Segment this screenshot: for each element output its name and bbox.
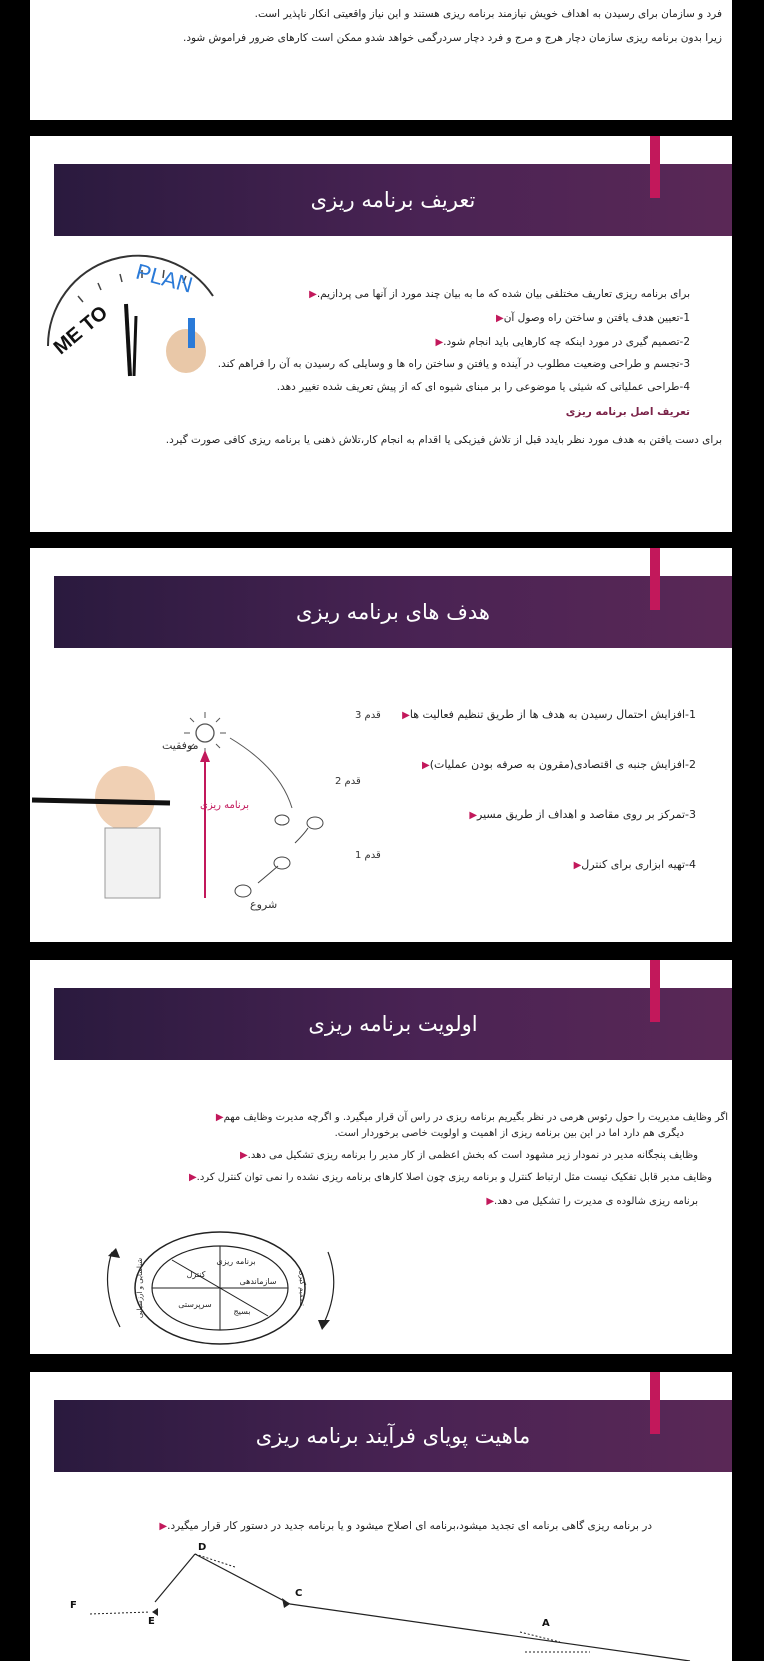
point-e-label: E [148, 1616, 155, 1627]
wheel-mobilize: بسیج [233, 1307, 251, 1316]
goal-item-2: 2-افزایش جنبه ی اقتصادی(مقرون به صرفه بودن عملیات)▶ [422, 758, 696, 771]
definition-bullet-0: برای برنامه ریزی تعاریف مختلفی بیان شده که ما به بیان چند مورد از آنها می پردازیم.▶ [309, 288, 690, 300]
diagram-step1-label: قدم 1 [355, 850, 381, 861]
definition-bullet-1: 1-تعیین هدف یافتن و ساختن راه وصول آن▶ [496, 312, 690, 324]
slide-banner [54, 576, 732, 648]
diagram-planning-label: برنامه ریزی [200, 800, 249, 811]
wheel-planning: برنامه ریزی [216, 1257, 256, 1266]
bullet-arrow-icon: ▶ [239, 1150, 248, 1161]
slide-banner [54, 1400, 732, 1472]
bullet-arrow-icon: ▶ [215, 1112, 224, 1123]
bullet-arrow-icon: ▶ [188, 1172, 197, 1183]
planning-path-diagram [30, 1542, 732, 1661]
definition-bullet-3: 3-تجسم و طراحی وضعیت مطلوب در آینده و یافتن و ساختن راه ها و وسایلی که رسیدن به آن را فراهم کند. [217, 358, 690, 370]
dynamic-bullet: در برنامه ریزی گاهی برنامه ای تجدید میشود،برنامه ای اصلاح میشود و یا برنامه جدید در دستور کار قرار میگیرد.▶ [159, 1520, 652, 1532]
wheel-outer-right: تصمیم گیری [298, 1270, 306, 1306]
slide-banner [54, 164, 732, 236]
goal-item-1: 1-افزایش احتمال رسیدن به هدف ها از طریق تنظیم فعالیت ها▶ [402, 708, 696, 721]
priority-bullet-2: وظایف مدیر قابل تفکیک نیست مثل ارتباط کنترل و برنامه ریزی چون اصلا کارهای برنامه ریزی نشده را نمی توان کنترل کرد.▶ [188, 1172, 712, 1183]
bullet-arrow-icon: ▶ [309, 289, 317, 300]
point-f-label: F [70, 1600, 77, 1611]
bullet-arrow-icon: ▶ [469, 810, 478, 821]
bullet-arrow-icon: ▶ [402, 710, 410, 721]
goal-item-3: 3-تمرکز بر روی مقاصد و اهداف از طریق مسیر▶ [469, 808, 696, 821]
point-c-label: C [295, 1588, 303, 1599]
bullet-arrow-icon: ▶ [573, 860, 582, 871]
slide-definition [30, 136, 732, 532]
diagram-success-label: موفقیت [162, 739, 199, 752]
slide-goals [30, 548, 732, 942]
bullet-arrow-icon: ▶ [435, 337, 444, 348]
me-to-plan-clock-image [38, 256, 218, 386]
slide-title: ماهیت پویای فرآیند برنامه ریزی [255, 1424, 531, 1448]
slide-banner [54, 988, 732, 1060]
wheel-outer-left: شناسایی و ارزشیابی [136, 1257, 144, 1319]
priority-paragraph-1-cont: دیگری هم دارد اما در این بین برنامه ریزی از اهمیت و اولویت خاصی برخوردار است. [334, 1128, 684, 1139]
accent-bar [650, 1372, 660, 1434]
management-functions-wheel [100, 1222, 350, 1347]
slide-title: تعریف برنامه ریزی [310, 188, 476, 212]
priority-bullet-1: وظایف پنجگانه مدیر در نمودار زیر مشهود است که بخش اعظمی از کار مدیر را برنامه ریزی تشکیل می دهد.▶ [239, 1150, 698, 1161]
clock-text-right: PLAN [133, 258, 196, 298]
priority-paragraph-1: اگر وظایف مدیریت را حول رئوس هرمی در نظر بگیریم برنامه ریزی در راس آن قرار میگیرد. و اگرچه مدیرت وظایف مهم▶ [215, 1112, 728, 1123]
intro-line-1: فرد و سازمان برای رسیدن به اهداف خویش نیازمند برنامه ریزی هستند و این نیاز واقعیتی انکار ناپذیر است. [254, 8, 722, 20]
bullet-arrow-icon: ▶ [422, 760, 430, 771]
wheel-organizing: سازماندهی [239, 1277, 277, 1286]
diagram-start-label: شروع [250, 898, 278, 911]
diagram-step2-label: قدم 2 [335, 776, 361, 787]
bullet-arrow-icon: ▶ [486, 1196, 495, 1207]
slide-title: هدف های برنامه ریزی [296, 600, 490, 624]
point-a-label: A [542, 1618, 550, 1629]
intro-line-2: زیرا بدون برنامه ریزی سازمان دچار هرج و مرج و فرد دچار سردرگمی خواهد شدو ممکن است کارهای ضرور فراموش شود. [182, 32, 722, 44]
definition-footer: برای دست یافتن به هدف مورد نظر بایدد قبل از تلاش فیزیکی یا اقدام به انجام کار،تلاش ذهنی یا برنامه ریزی کافی صورت گیرد. [165, 434, 722, 446]
accent-bar [650, 548, 660, 610]
priority-bullet-3: برنامه ریزی شالوده ی مدیرت را تشکیل می دهد.▶ [486, 1196, 698, 1207]
slide-title: اولویت برنامه ریزی [308, 1012, 478, 1036]
wheel-control: کنترل [186, 1270, 206, 1279]
accent-bar [650, 136, 660, 198]
point-d-label: D [198, 1542, 207, 1553]
slide-intro [30, 0, 732, 120]
slide-priority [30, 960, 732, 1354]
definition-bullet-2: 2-تصمیم گیری در مورد اینکه چه کارهایی باید انجام شود.▶ [435, 336, 690, 348]
definition-subtitle: تعریف اصل برنامه ریزی [565, 406, 690, 418]
bullet-arrow-icon: ▶ [496, 313, 504, 324]
slide-dynamic-process [30, 1372, 732, 1661]
clock-text-left: ME TO [49, 301, 113, 360]
definition-bullet-4: 4-طراحی عملیاتی که شیئی یا موضوعی را بر مبنای شیوه ای که از پیش تعریف شده تغییر دهد. [276, 381, 690, 393]
wheel-supervision: سرپرستی [178, 1300, 212, 1309]
accent-bar [650, 960, 660, 1022]
planning-steps-diagram [30, 698, 381, 928]
bullet-arrow-icon: ▶ [159, 1521, 168, 1532]
goal-item-4: 4-تهیه ابزاری برای کنترل▶ [573, 858, 696, 871]
diagram-step3-label: قدم 3 [355, 710, 381, 721]
